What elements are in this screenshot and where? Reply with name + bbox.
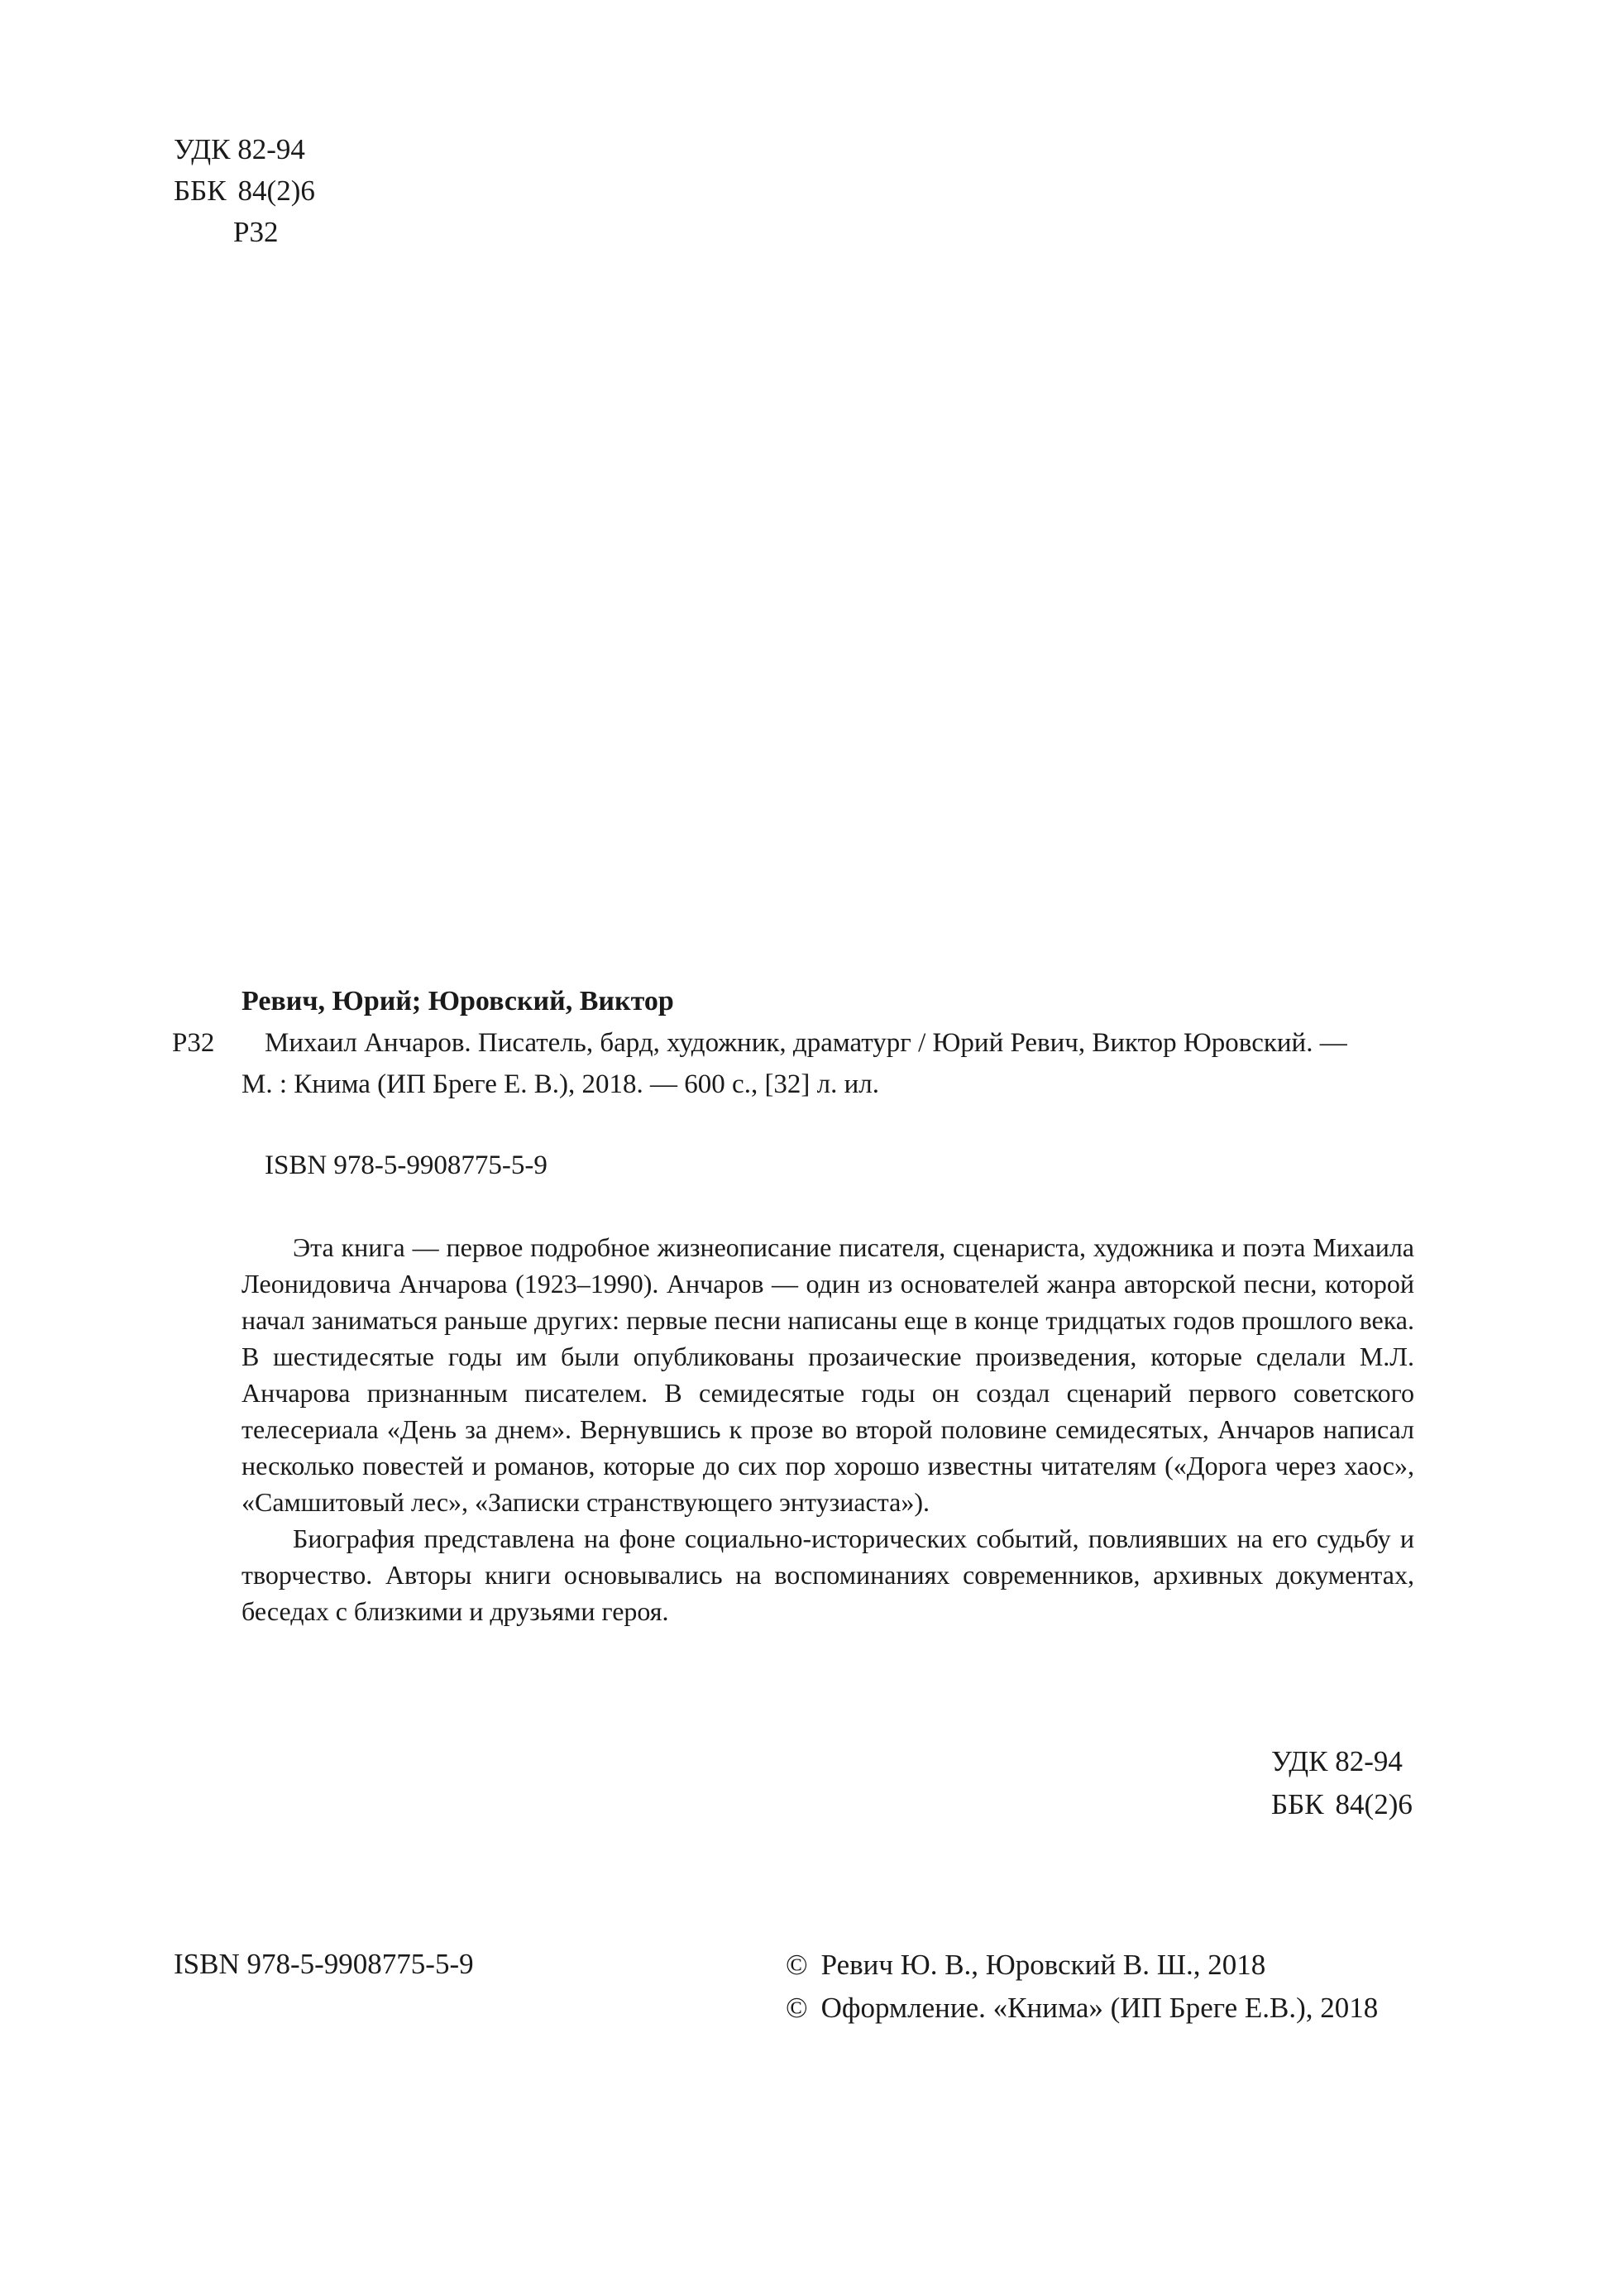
copyright-design: Оформление. «Книма» (ИП Бреге Е.В.), 2018 [820, 1992, 1379, 2024]
classification-codes-top [174, 129, 315, 253]
copyright-symbol: © [786, 1992, 808, 2024]
copyright-authors: Ревич Ю. В., Юровский В. Ш., 2018 [820, 1949, 1266, 1981]
bbk-label: ББК [174, 175, 227, 207]
annotation-paragraph-2: Биография представлена на фоне социально-исторических событий, повлиявших на его судьбу и творчество. Авторы книги основывались на воспоминаниях современников, архивных документах, беседах с близкими и друзьями героя. [241, 1523, 1414, 1626]
bbk-code-right [1271, 1783, 1413, 1826]
author-mark-margin: Р32 [172, 1028, 215, 1058]
entry-row [172, 1022, 1429, 1064]
authors-heading: Ревич, Юрий; Юровский, Виктор [241, 986, 674, 1016]
author-mark: Р32 [233, 216, 279, 248]
annotation-paragraph-1: Эта книга — первое подробное жизнеописание писателя, сценариста, художника и поэта Михаила Леонидовича Анчарова (1923–1990). Анчаров — один из основателей жанра авторской песни, которой начал заниматься раньше других: первые песни написаны еще в конце тридцатых годов прошлого века. В шестидесятые годы им были опубликованы прозаические произведения, которые сделали М.Л. Анчарова признанным писателем. В семидесятые годы он создал сценарий первого советского телесериала «День за днем». Вернувшись к прозе во второй половине семидесятых, Анчаров написал несколько повестей и романов, которые до сих пор хорошо известны читателям («Дорога через хаос», «Самшитовый лес», «Записки странствующего энтузиаста»). [241, 1232, 1414, 1517]
bbk-value: 84(2)6 [237, 175, 315, 207]
copyright-symbol: © [786, 1949, 808, 1981]
udk-code: УДК 82-94 [174, 133, 305, 165]
annotation [241, 1229, 1414, 1629]
bbk-value-right: 84(2)6 [1335, 1788, 1413, 1820]
isbn-footer: ISBN 978-5-9908775-5-9 [174, 1948, 474, 1980]
title-statement: Михаил Анчаров. Писатель, бард, художник, драматург / Юрий Ревич, Виктор Юровский. — [265, 1028, 1347, 1058]
publication-statement: М. : Книма (ИП Бреге Е. В.), 2018. — 600 с., [32] л. ил. [241, 1069, 880, 1099]
copyright-block [786, 1944, 1378, 2030]
bibliographic-record [172, 981, 1429, 1186]
copyright-line-1 [786, 1944, 1378, 1987]
copyright-line-2 [786, 1987, 1378, 2030]
isbn-record: ISBN 978-5-9908775-5-9 [265, 1150, 548, 1180]
classification-codes-right [1271, 1740, 1413, 1826]
bbk-label-right: ББК [1271, 1788, 1324, 1820]
bbk-code [174, 170, 315, 212]
udk-code-right: УДК 82-94 [1271, 1745, 1403, 1777]
